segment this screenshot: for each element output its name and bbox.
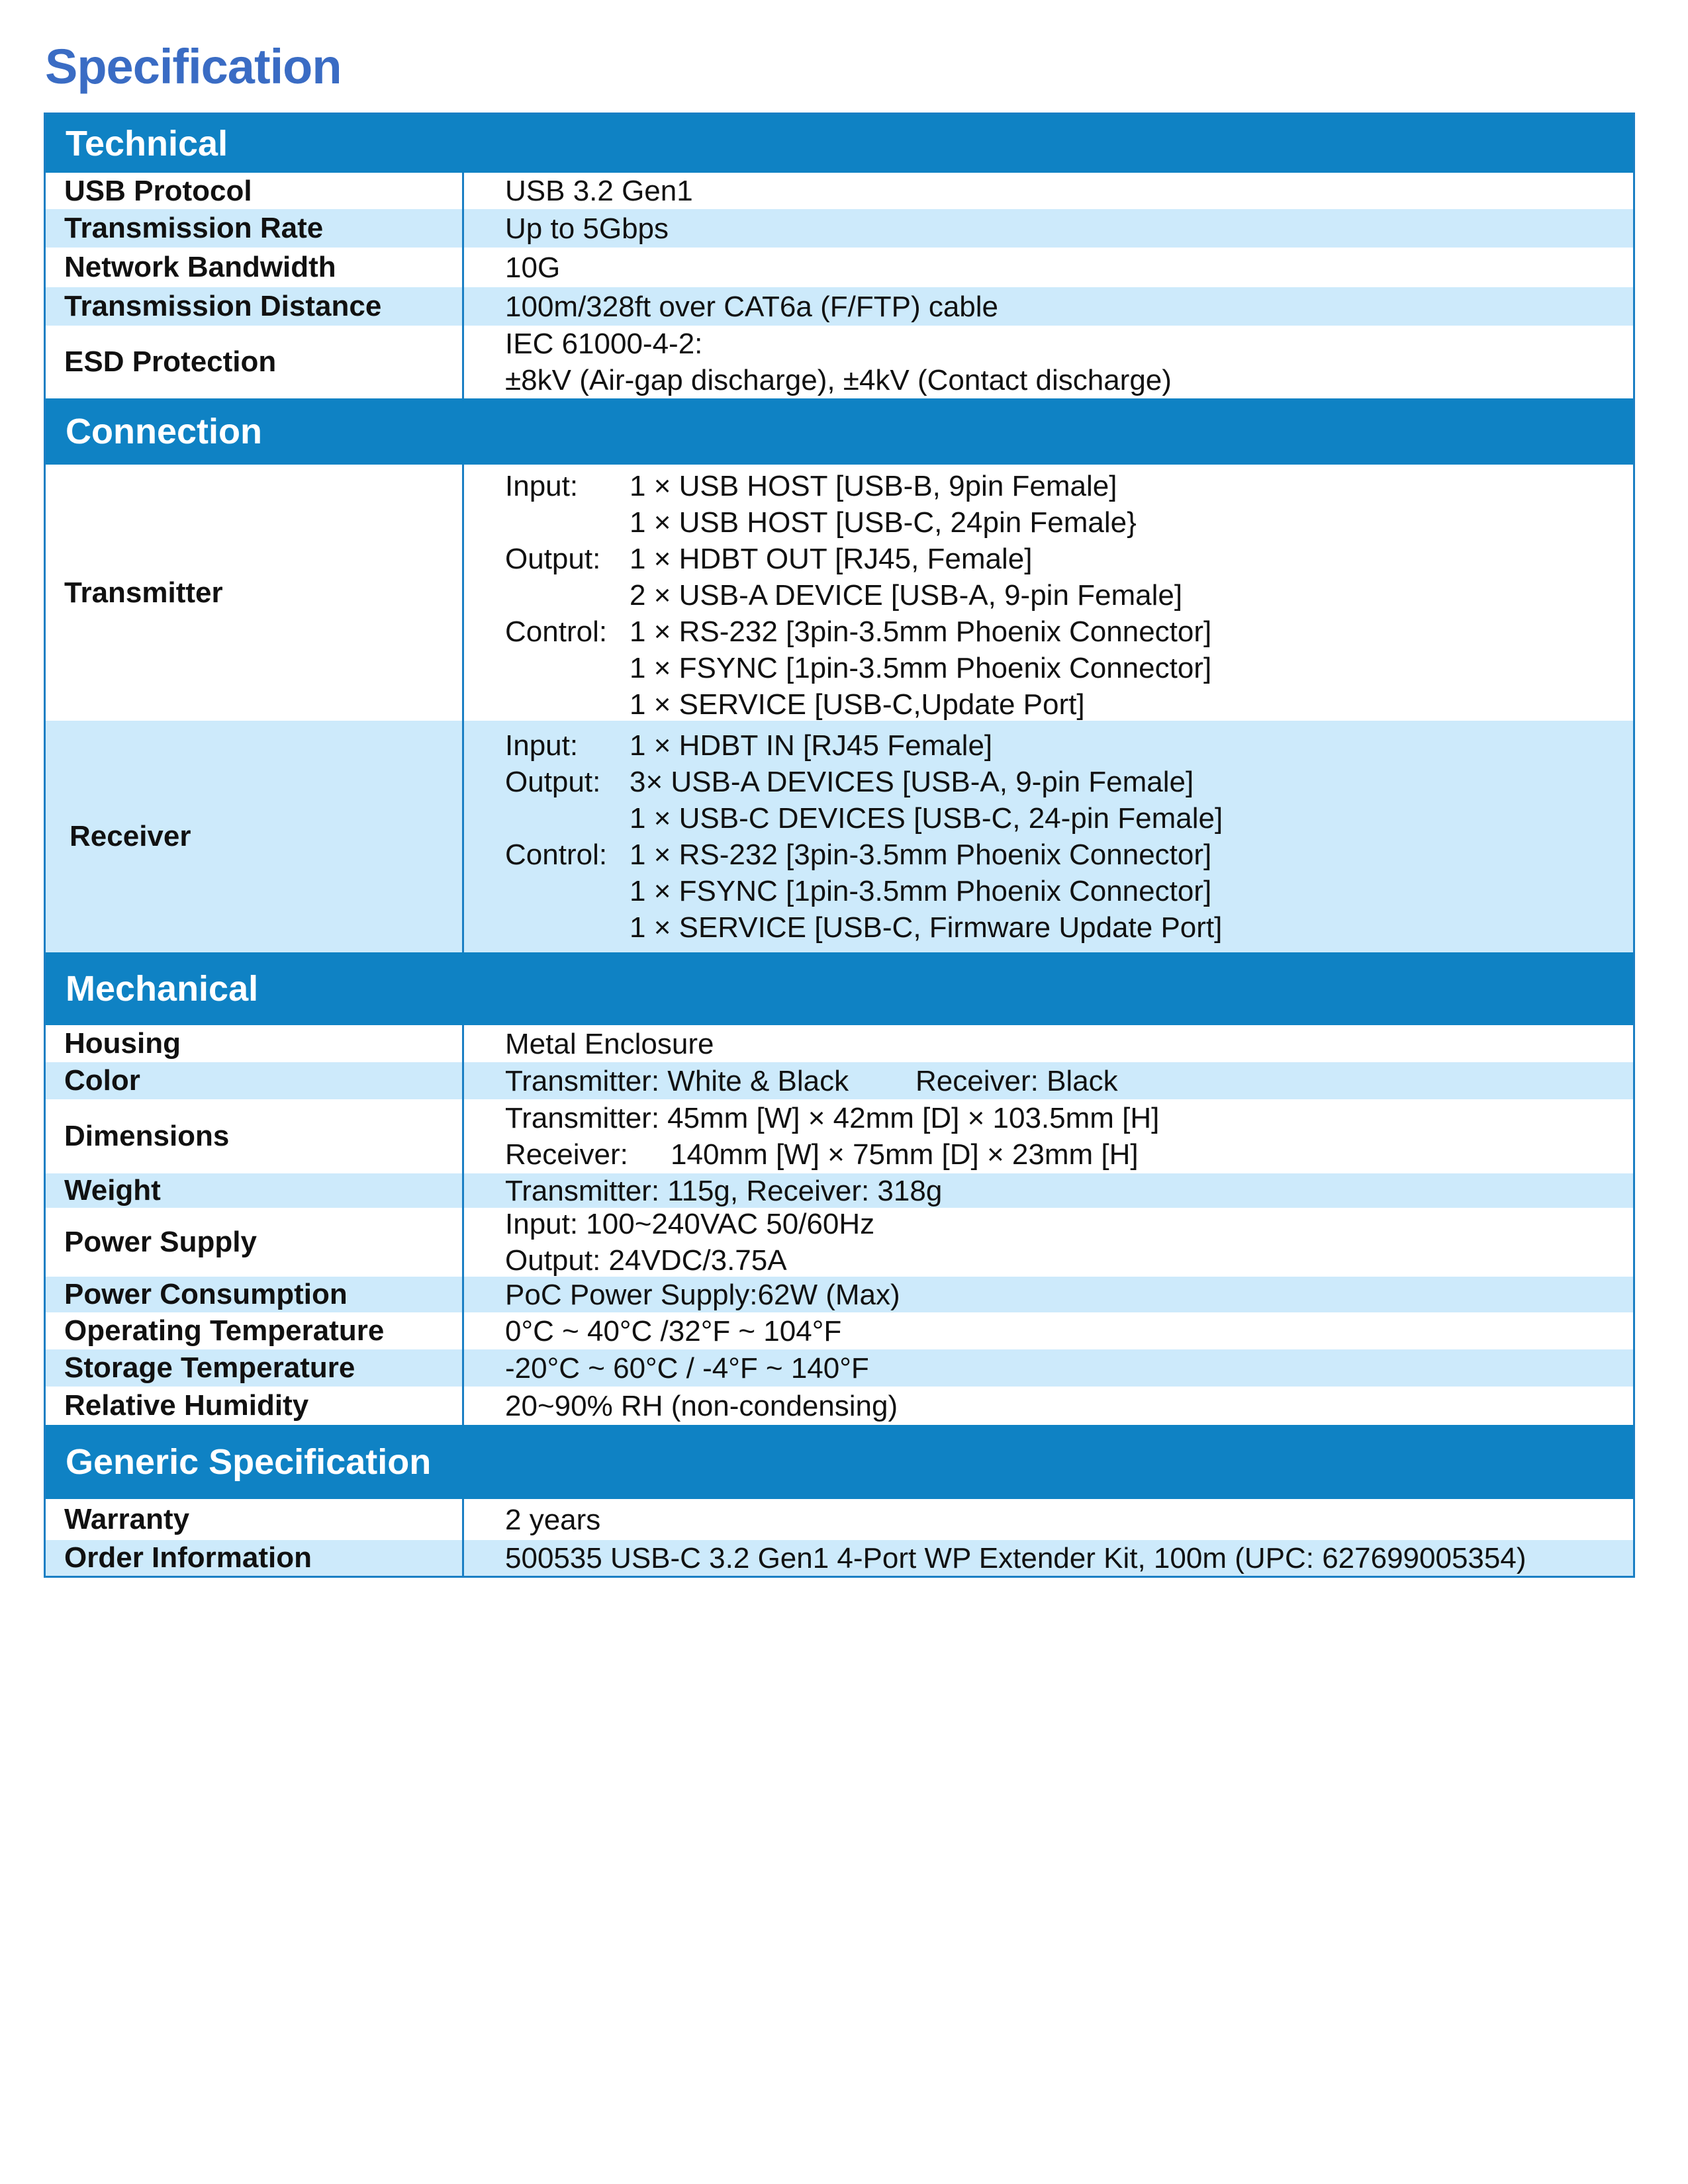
row-value: [464, 721, 1633, 952]
port-text: 1 × FSYNC [1pin-3.5mm Phoenix Connector]: [630, 652, 1212, 684]
spec-row-relative-humidity: [46, 1387, 1633, 1425]
port-line: [505, 577, 1633, 614]
row-label: Order Information: [46, 1540, 464, 1576]
port-text: 2 × USB-A DEVICE [USB-A, 9-pin Female]: [630, 579, 1183, 612]
row-label: Network Bandwidth: [46, 248, 464, 287]
port-group-label: [505, 800, 630, 837]
row-value: -20°C ~ 60°C / -4°F ~ 140°F: [505, 1351, 869, 1385]
port-group-label: Input:: [505, 729, 579, 762]
port-group-label: [505, 909, 630, 946]
spec-row-transmission-rate: [46, 209, 1633, 248]
port-group-label: [505, 873, 630, 909]
value-line: Input: 100~240VAC 50/60Hz: [505, 1208, 875, 1240]
port-group-label: Output:: [505, 766, 601, 798]
port-text: 1 × USB-C DEVICES [USB-C, 24-pin Female]: [630, 802, 1223, 835]
row-value: Transmitter: 115g, Receiver: 318g: [505, 1174, 943, 1207]
receiver-color: Receiver: Black: [915, 1064, 1118, 1097]
port-line: [505, 764, 1633, 800]
spec-row-usb-protocol: [46, 173, 1633, 209]
port-text: 1 × SERVICE [USB-C, Firmware Update Port]: [630, 911, 1223, 944]
section-header-generic-specification: Generic Specification: [46, 1425, 1633, 1499]
row-value: 10G: [505, 251, 561, 284]
row-value: [464, 1062, 1633, 1099]
port-line: [505, 686, 1633, 723]
row-label: Housing: [46, 1025, 464, 1062]
value-line: Output: 24VDC/3.75A: [505, 1244, 787, 1277]
port-line: [505, 541, 1633, 577]
row-value: [464, 326, 1633, 398]
port-line: [505, 873, 1633, 909]
port-text: 1 × HDBT IN [RJ45 Female]: [630, 729, 993, 762]
port-text: 1 × SERVICE [USB-C,Update Port]: [630, 688, 1085, 721]
row-label: Dimensions: [46, 1099, 464, 1173]
port-group-label: [505, 577, 630, 614]
row-label: Operating Temperature: [46, 1312, 464, 1349]
row-label: USB Protocol: [46, 173, 464, 209]
port-text: 1 × RS-232 [3pin-3.5mm Phoenix Connector]: [630, 615, 1212, 648]
spec-row-order-information: [46, 1540, 1633, 1576]
port-text: 1 × RS-232 [3pin-3.5mm Phoenix Connector]: [630, 839, 1212, 871]
port-line: [505, 504, 1633, 541]
spec-row-power-consumption: [46, 1277, 1633, 1312]
spec-row-dimensions: [46, 1099, 1633, 1173]
port-line: [505, 650, 1633, 686]
row-label: Transmission Rate: [46, 209, 464, 248]
spec-row-receiver: [46, 721, 1633, 952]
row-value: [464, 1099, 1633, 1173]
row-label: Warranty: [46, 1499, 464, 1540]
row-value: Metal Enclosure: [505, 1027, 714, 1060]
row-value: PoC Power Supply:62W (Max): [505, 1278, 900, 1311]
row-value: 2 years: [505, 1503, 601, 1536]
port-text: 1 × FSYNC [1pin-3.5mm Phoenix Connector]: [630, 875, 1212, 907]
port-line: [505, 614, 1633, 650]
specification-table: [44, 113, 1635, 1578]
row-label: Weight: [46, 1173, 464, 1208]
spec-row-transmitter: [46, 465, 1633, 721]
port-group-label: Control:: [505, 615, 608, 648]
row-label: Transmission Distance: [46, 287, 464, 326]
section-header-connection: Connection: [46, 398, 1633, 465]
dimension-prefix: Receiver:: [505, 1138, 628, 1171]
port-group-label: [505, 504, 630, 541]
row-label: Storage Temperature: [46, 1349, 464, 1387]
port-text: 1 × USB HOST [USB-C, 24pin Female}: [630, 506, 1137, 539]
spec-row-housing: [46, 1025, 1633, 1062]
dimension-value: 140mm [W] × 75mm [D] × 23mm [H]: [671, 1138, 1139, 1171]
row-value: 500535 USB-C 3.2 Gen1 4-Port WP Extender Kit, 100m (UPC: 627699005354): [505, 1541, 1526, 1574]
spec-row-power-supply: [46, 1208, 1633, 1277]
row-label: Transmitter: [46, 465, 464, 721]
page-title: Specification: [45, 39, 342, 94]
transmitter-color: Transmitter: White & Black: [505, 1064, 849, 1097]
row-value: 100m/328ft over CAT6a (F/FTP) cable: [505, 290, 999, 323]
value-line: IEC 61000-4-2:: [505, 328, 703, 360]
row-label: ESD Protection: [46, 326, 464, 398]
spec-row-network-bandwidth: [46, 248, 1633, 287]
port-text: 1 × USB HOST [USB-B, 9pin Female]: [630, 470, 1117, 502]
port-line: [505, 837, 1633, 873]
spec-row-storage-temperature: [46, 1349, 1633, 1387]
spec-row-esd-protection: [46, 326, 1633, 398]
row-value: 0°C ~ 40°C /32°F ~ 104°F: [505, 1314, 842, 1347]
spec-row-transmission-distance: [46, 287, 1633, 326]
port-group-label: Output:: [505, 543, 601, 575]
row-label: Color: [46, 1062, 464, 1099]
row-label: Power Consumption: [46, 1277, 464, 1312]
port-line: [505, 727, 1633, 764]
port-group-label: [505, 650, 630, 686]
row-value: Up to 5Gbps: [505, 212, 669, 245]
row-value: 20~90% RH (non-condensing): [505, 1389, 898, 1422]
row-value: [464, 1208, 1633, 1277]
row-label: Relative Humidity: [46, 1387, 464, 1425]
port-line: [505, 909, 1633, 946]
port-line: [505, 800, 1633, 837]
port-group-label: Control:: [505, 839, 608, 871]
row-value: USB 3.2 Gen1: [505, 175, 693, 207]
port-group-label: [505, 686, 630, 723]
row-value: [464, 465, 1633, 721]
spec-row-weight: [46, 1173, 1633, 1208]
port-line: [505, 468, 1633, 504]
port-text: 1 × HDBT OUT [RJ45, Female]: [630, 543, 1033, 575]
value-line: ±8kV (Air-gap discharge), ±4kV (Contact discharge): [505, 364, 1172, 396]
section-header-technical: Technical: [46, 114, 1633, 173]
row-label: Power Supply: [46, 1208, 464, 1277]
section-header-mechanical: Mechanical: [46, 952, 1633, 1025]
port-text: 3× USB-A DEVICES [USB-A, 9-pin Female]: [630, 766, 1194, 798]
dimension-value: 45mm [W] × 42mm [D] × 103.5mm [H]: [667, 1102, 1160, 1134]
spec-row-color: [46, 1062, 1633, 1099]
spec-row-operating-temperature: [46, 1312, 1633, 1349]
row-label: Receiver: [46, 721, 464, 952]
port-group-label: Input:: [505, 470, 579, 502]
spec-row-warranty: [46, 1499, 1633, 1540]
dimension-prefix: Transmitter:: [505, 1102, 660, 1134]
